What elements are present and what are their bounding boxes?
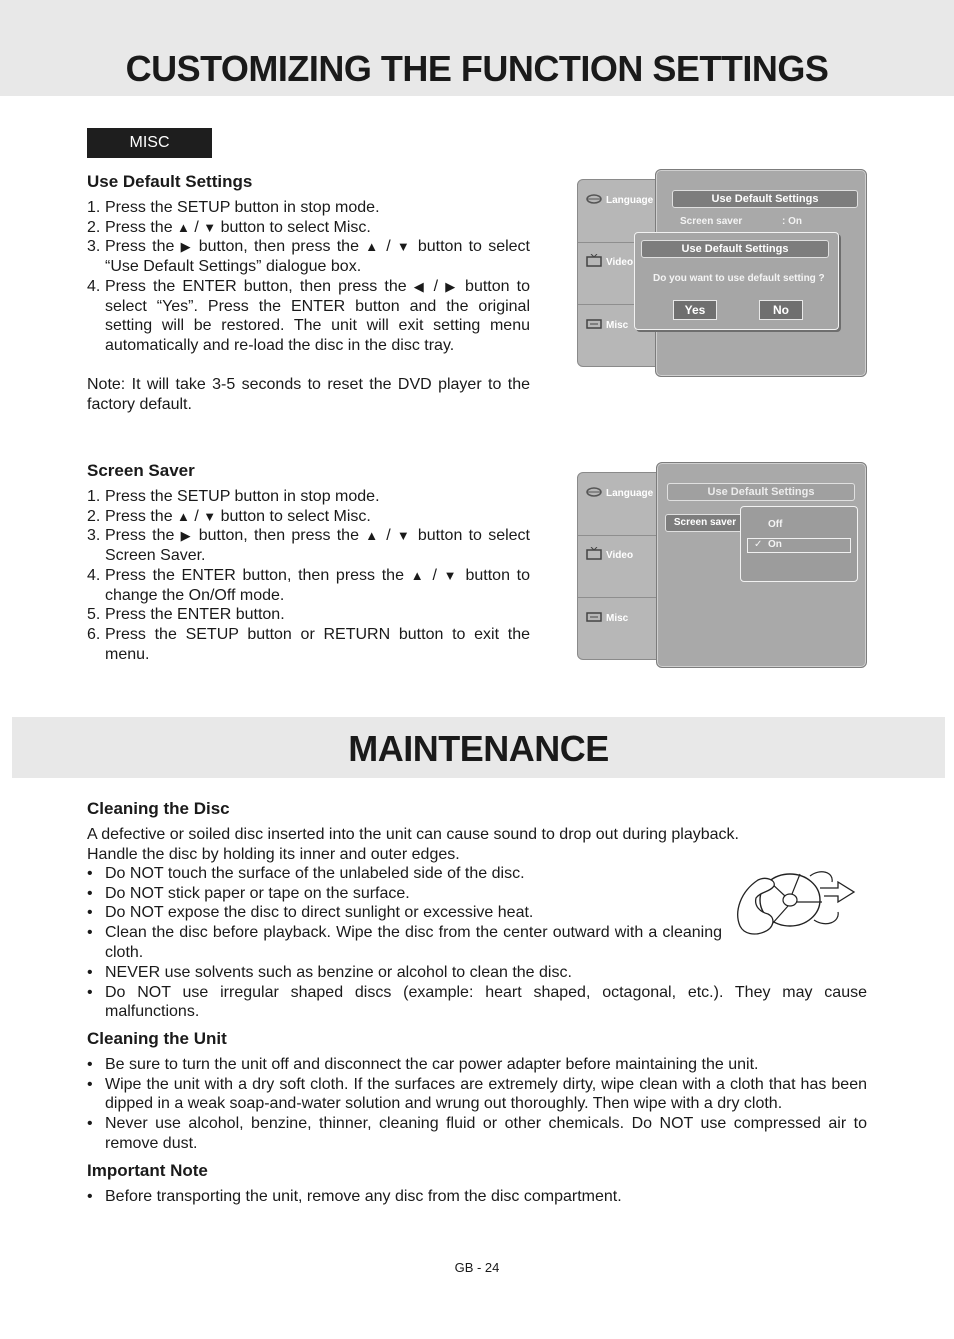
dialog-question: Do you want to use default setting ? [653, 273, 825, 284]
hand-wiping-disc-icon [730, 862, 860, 942]
maintenance-title: MAINTENANCE [348, 728, 609, 769]
screen-saver-label: Screen saver [680, 216, 743, 227]
disc-cleaning-illustration [730, 862, 860, 942]
step-text: Press the ENTER button, then press the ◀ / ▶ button to select “Yes”. Press the ENTER button and the original setting will be restored. The unit will exit setting menu automatically and re-load the disc in the disc tray. [105, 277, 531, 354]
arrow-icon: ▼ [396, 239, 412, 255]
option-on: On [768, 539, 782, 550]
list-item: • Do NOT use irregular shaped discs (example: heart shaped, octagonal, etc.). They may cause malfunctions. [87, 983, 867, 1021]
list-item [87, 198, 530, 218]
screen-saver-heading: Screen Saver [87, 461, 195, 480]
page-number: GB - 24 [454, 1260, 500, 1275]
step-text: Press the ENTER button. [105, 606, 285, 624]
on-off-dropdown [740, 506, 858, 582]
tv-icon [586, 547, 602, 563]
arrow-icon: ▲ [365, 528, 380, 544]
screen-saver-pill: Screen saver [665, 514, 745, 532]
step-text: Press the ENTER button, then press the ▲ / ▼ button to change the On/Off mode. [105, 566, 531, 604]
sidebar-item-language: Language [586, 194, 653, 207]
use-default-pill: Use Default Settings [672, 190, 858, 208]
dialog-title: Use Default Settings [641, 240, 829, 258]
cleaning-disc-bullets-b [87, 963, 867, 1022]
step-text: Press the SETUP button in stop mode. [105, 199, 380, 216]
list-item: • Do NOT stick paper or tape on the surface. [87, 884, 410, 902]
step-text: Press the ▶ button, then press the ▲ / ▼ button to select “Use Default Settings” dialogue box. [105, 238, 531, 276]
arrow-icon: ▲ [410, 567, 426, 583]
no-button[interactable]: No [759, 300, 803, 320]
step-number: 1. [87, 199, 101, 216]
list-item: • Before transporting the unit, remove any disc from the disc compartment. [87, 1188, 622, 1205]
step-text: Press the SETUP button in stop mode. [105, 488, 380, 505]
cleaning-disc-intro-2: Handle the disc by holding its inner and outer edges. [87, 846, 460, 863]
arrow-icon: ▲ [177, 508, 190, 524]
step-text: Press the ▲ / ▼ button to select Misc. [105, 507, 371, 525]
arrow-icon: ▼ [203, 508, 217, 524]
language-icon [586, 194, 602, 207]
cleaning-unit-heading: Cleaning the Unit [87, 1029, 227, 1048]
sidebar-item-language: Language [586, 487, 653, 500]
arrow-icon: ◀ [413, 278, 427, 294]
list-item [87, 487, 530, 507]
use-default-pill: Use Default Settings [667, 483, 855, 501]
setup-screen-saver [577, 462, 867, 668]
sidebar-item-misc: Misc [586, 611, 628, 626]
list-item [87, 566, 530, 605]
arrow-icon: ▶ [180, 239, 193, 255]
step-text: Press the ▶ button, then press the ▲ / ▼ button to select Screen Saver. [105, 527, 531, 565]
cleaning-disc-bullets-a [87, 864, 722, 963]
use-default-note: Note: It will take 3-5 seconds to reset the DVD player to the factory default. [87, 376, 530, 413]
checkmark-icon: ✓ [754, 539, 763, 550]
important-note-heading: Important Note [87, 1161, 208, 1180]
list-item [87, 605, 530, 625]
use-default-heading: Use Default Settings [87, 172, 253, 191]
screen-saver-value: : On [782, 216, 802, 227]
page-title: CUSTOMIZING THE FUNCTION SETTINGS [125, 48, 829, 89]
arrow-icon: ▶ [445, 278, 458, 294]
step-number: 3. [87, 238, 101, 256]
arrow-icon: ▲ [365, 239, 380, 255]
confirm-dialog [634, 232, 839, 330]
arrow-icon: ▼ [203, 219, 217, 235]
step-text: Press the ▲ / ▼ button to select Misc. [105, 218, 371, 236]
yes-button[interactable]: Yes [673, 300, 717, 320]
arrow-icon: ▲ [177, 219, 190, 235]
step-number: 2. [87, 507, 101, 525]
use-default-steps [87, 198, 530, 356]
step-number: 2. [87, 218, 101, 236]
arrow-icon: ▼ [443, 567, 459, 583]
list-item [87, 507, 530, 527]
cleaning-disc-intro-1: A defective or soiled disc inserted into the unit can cause sound to drop out during playback. [87, 826, 739, 843]
misc-tab-label: MISC [87, 128, 212, 158]
list-item: • Do NOT touch the surface of the unlabeled side of the disc. [87, 865, 525, 882]
sidebar-item-video: Video [586, 254, 633, 270]
list-item: • Wipe the unit with a dry soft cloth. If the surfaces are extremely dirty, wipe clean with a cloth that has been dipped in a weak soap-and-water solution and wrung out thoroughly. Then wipe with a dry cloth. [87, 1075, 867, 1113]
language-icon [586, 487, 602, 500]
step-number: 1. [87, 488, 101, 505]
setup-screen-default-dialog [577, 169, 867, 377]
cleaning-disc-heading: Cleaning the Disc [87, 799, 230, 818]
settings-panel [656, 462, 867, 668]
header-band [0, 0, 954, 96]
list-item [87, 237, 530, 276]
list-item: • Never use alcohol, benzine, thinner, cleaning fluid or other chemicals. Do NOT use compressed air to remove dust. [87, 1115, 867, 1152]
option-on-row[interactable] [747, 538, 851, 553]
screen-saver-steps [87, 487, 530, 664]
list-item: • Do NOT expose the disc to direct sunlight or excessive heat. [87, 904, 534, 922]
important-note-bullets [87, 1187, 867, 1207]
setup-sidebar [577, 472, 665, 660]
misc-icon [586, 318, 602, 333]
list-item [87, 218, 530, 238]
step-text: Press the SETUP button or RETURN button to exit the menu. [105, 625, 530, 663]
step-number: 4. [87, 277, 101, 295]
misc-icon [586, 611, 602, 626]
step-number: 4. [87, 566, 101, 584]
step-number: 6. [87, 625, 101, 643]
maintenance-band [12, 717, 945, 778]
list-item: • Be sure to turn the unit off and disconnect the car power adapter before maintaining the unit. [87, 1056, 759, 1073]
list-item: • Clean the disc before playback. Wipe the disc from the center outward with a cleaning cloth. [87, 924, 722, 961]
list-item [87, 277, 530, 356]
sidebar-item-video: Video [586, 547, 633, 563]
arrow-icon: ▶ [180, 528, 193, 544]
arrow-icon: ▼ [396, 528, 412, 544]
cleaning-unit-bullets [87, 1055, 867, 1154]
step-number: 5. [87, 606, 101, 624]
step-number: 3. [87, 527, 101, 545]
option-off[interactable]: Off [768, 519, 783, 530]
list-item [87, 526, 530, 565]
list-item: • NEVER use solvents such as benzine or alcohol to clean the disc. [87, 964, 572, 981]
list-item [87, 625, 530, 664]
tv-icon [586, 254, 602, 270]
sidebar-item-misc: Misc [586, 318, 628, 333]
